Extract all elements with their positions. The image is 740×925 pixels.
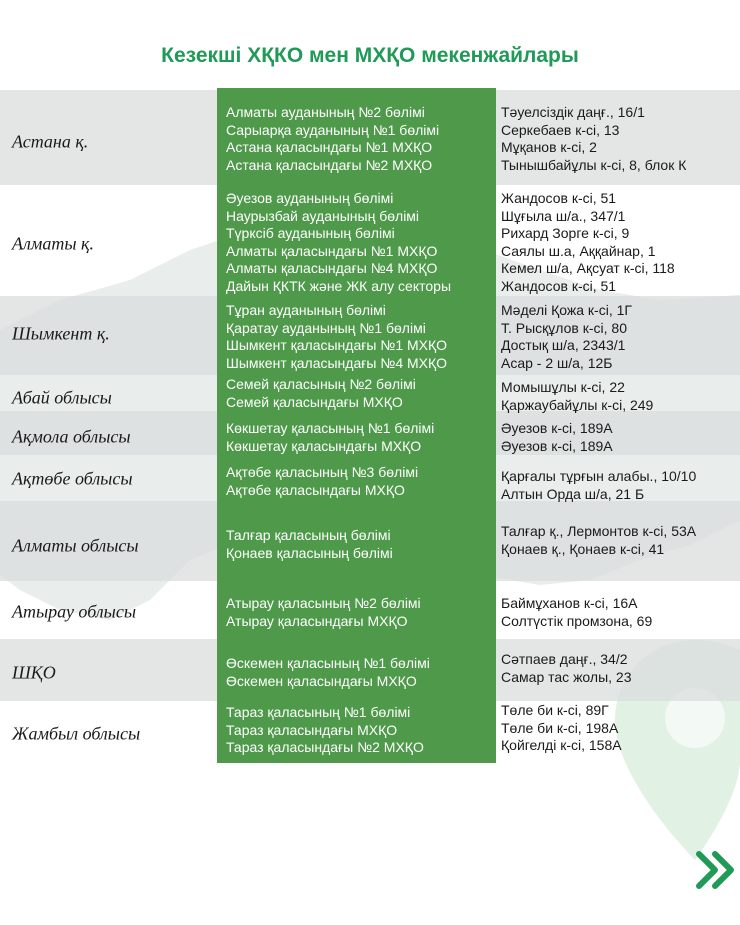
region-label: Абай облысы <box>12 387 112 408</box>
department-item: Өскемен қаласындағы МХҚО <box>226 672 417 689</box>
addresses-list <box>501 595 737 630</box>
addresses-list <box>501 702 737 755</box>
departments-list <box>226 104 492 174</box>
department-item: Сарыарқа ауданының №1 бөлімі <box>226 121 440 138</box>
departments-list <box>226 302 492 372</box>
department-item: Семей қаласындағы МХҚО <box>226 393 403 410</box>
department-item: Тараз қаласындағы №2 МХҚО <box>226 739 424 756</box>
region-label: Астана қ. <box>12 131 89 152</box>
address-item: Қойгелді к-сі, 158А <box>501 737 622 754</box>
department-item: Астана қаласындағы №2 МХҚО <box>226 156 433 173</box>
address-item: Төле би к-сі, 89Г <box>501 702 609 718</box>
department-item: Тараз қаласындағы МХҚО <box>226 721 398 738</box>
department-item: Шымкент қаласындағы №1 МХҚО <box>226 337 448 354</box>
department-item: Көкшетау қаласының №1 бөлімі <box>226 420 435 436</box>
address-item: Асар - 2 ш/а, 12Б <box>501 354 613 371</box>
addresses-list <box>501 379 737 414</box>
departments-list <box>226 464 492 499</box>
department-item: Өскемен қаласының №1 бөлімі <box>226 655 430 671</box>
page-title: Кезекші ХҚКО мен МХҚО мекенжайлары <box>161 44 579 67</box>
double-chevron-right-icon[interactable] <box>693 848 737 892</box>
department-item: Ақтөбе қаласының №3 бөлімі <box>226 464 419 480</box>
address-item: Қаржаубайұлы к-сі, 249 <box>501 396 654 413</box>
department-item: Тараз қаласының №1 бөлімі <box>226 704 411 720</box>
department-item: Алматы қаласындағы №1 МХҚО <box>226 242 438 259</box>
department-item: Наурызбай ауданының бөлімі <box>226 207 420 224</box>
address-item: Әуезов к-сі, 189А <box>501 420 613 436</box>
address-item: Мәделі Қожа к-сі, 1Г <box>501 302 632 318</box>
region-label: Алматы қ. <box>12 233 94 254</box>
addresses-list <box>501 190 737 296</box>
departments-list <box>226 595 492 630</box>
departments-list <box>226 527 492 562</box>
department-item: Дайын ҚКТК және ЖК алу секторы <box>226 277 452 294</box>
departments-list <box>226 376 492 411</box>
address-item: Талғар қ., Лермонтов к-сі, 53А <box>501 523 697 539</box>
addresses-list <box>501 468 737 503</box>
address-item: Сәтпаев даңғ., 34/2 <box>501 651 628 667</box>
address-item: Тәуелсіздік даңғ., 16/1 <box>501 104 645 120</box>
region-label: ШҚО <box>12 662 56 683</box>
addresses-list <box>501 420 737 455</box>
address-item: Т. Рысқұлов к-сі, 80 <box>501 319 627 336</box>
address-item: Мұқанов к-сі, 2 <box>501 139 597 156</box>
department-item: Астана қаласындағы №1 МХҚО <box>226 139 433 156</box>
address-item: Баймұханов к-сі, 16А <box>501 595 638 611</box>
department-item: Атырау қаласындағы МХҚО <box>226 612 408 629</box>
address-item: Кемел ш/а, Ақсуат к-сі, 118 <box>501 260 675 277</box>
department-item: Тұран ауданының бөлімі <box>226 302 386 318</box>
address-item: Саялы ш.а, Аққайнар, 1 <box>501 242 656 259</box>
addresses-list <box>501 523 737 558</box>
department-item: Түрксіб ауданының бөлімі <box>226 225 395 242</box>
address-item: Достық ш/а, 2343/1 <box>501 337 626 354</box>
department-item: Атырау қаласының №2 бөлімі <box>226 595 421 611</box>
address-item: Момышұлы к-сі, 22 <box>501 379 625 395</box>
address-item: Алтын Орда ш/а, 21 Б <box>501 485 645 502</box>
department-item: Шымкент қаласындағы №4 МХҚО <box>226 354 448 371</box>
address-item: Самар тас жолы, 23 <box>501 668 632 685</box>
region-label: Ақтөбе облысы <box>12 468 133 489</box>
address-item: Жандосов к-сі, 51 <box>501 190 617 206</box>
region-label: Ақмола облысы <box>12 426 131 447</box>
address-item: Жандосов к-сі, 51 <box>501 277 617 294</box>
region-label: Жамбыл облысы <box>12 723 141 744</box>
region-label: Алматы облысы <box>12 535 139 556</box>
addresses-list <box>501 104 737 174</box>
departments-list <box>226 190 492 296</box>
address-item: Тынышбайұлы к-сі, 8, блок К <box>501 156 687 173</box>
department-item: Қаратау ауданының №1 бөлімі <box>226 319 426 336</box>
department-item: Алматы ауданының №2 бөлімі <box>226 104 425 120</box>
region-label: Атырау облысы <box>12 601 137 622</box>
addresses-list <box>501 651 737 686</box>
region-label: Шымкент қ. <box>12 323 110 344</box>
department-item: Ақтөбе қаласындағы МХҚО <box>226 481 405 498</box>
addresses-list <box>501 302 737 372</box>
address-item: Шұғыла ш/а., 347/1 <box>501 207 626 224</box>
department-item: Алматы қаласындағы №4 МХҚО <box>226 260 438 277</box>
department-item: Әуезов ауданының бөлімі <box>226 190 394 206</box>
department-item: Талғар қаласының бөлімі <box>226 527 391 543</box>
address-item: Солтүстік промзона, 69 <box>501 612 653 629</box>
departments-list <box>226 704 492 757</box>
address-item: Қонаев қ., Қонаев к-сі, 41 <box>501 540 665 557</box>
departments-list <box>226 655 492 690</box>
department-item: Қонаев қаласының бөлімі <box>226 544 393 561</box>
address-item: Серкебаев к-сі, 13 <box>501 121 620 138</box>
address-item: Қарғалы тұрғын алабы., 10/10 <box>501 468 697 484</box>
address-item: Рихард Зорге к-сі, 9 <box>501 225 630 242</box>
address-item: Төле би к-сі, 198А <box>501 719 619 736</box>
department-item: Семей қаласының №2 бөлімі <box>226 376 416 392</box>
address-item: Әуезов к-сі, 189А <box>501 437 613 454</box>
department-item: Көкшетау қаласындағы МХҚО <box>226 437 422 454</box>
departments-list <box>226 420 492 455</box>
